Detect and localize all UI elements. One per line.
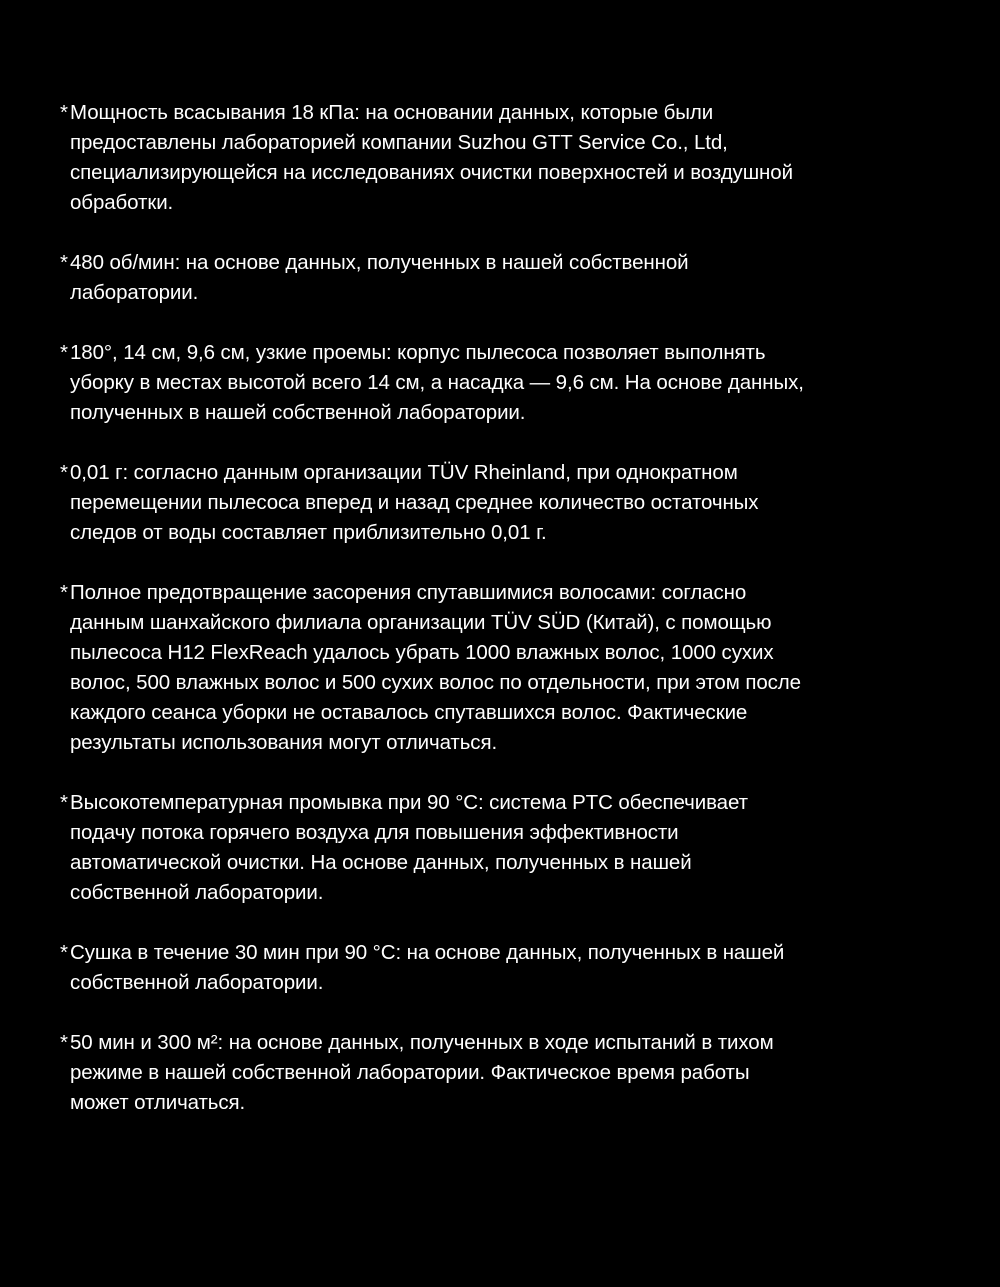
footnote-line: 180°, 14 см, 9,6 см, узкие проемы: корпус пылесоса позволяет выполнять (70, 341, 766, 364)
footnote-marker: * (60, 251, 68, 274)
footnote-line: 50 мин и 300 м²: на основе данных, полученных в ходе испытаний в тихом (70, 1031, 774, 1054)
footnote-line: специализирующейся на исследованиях очистки поверхностей и воздушной (70, 161, 793, 184)
footnote-line: Высокотемпературная промывка при 90 °C: система PTC обеспечивает (70, 791, 748, 814)
footnote-water-residue (58, 458, 938, 548)
footnotes-list (58, 98, 938, 1148)
footnote-marker: * (60, 461, 68, 484)
footnote-line: предоставлены лабораторией компании Suzhou GTT Service Co., Ltd, (70, 131, 728, 154)
footnote-marker: * (60, 341, 68, 364)
footnote-line: режиме в нашей собственной лаборатории. Фактическое время работы (70, 1061, 750, 1084)
footnote-line: пылесоса H12 FlexReach удалось убрать 1000 влажных волос, 1000 сухих (70, 641, 774, 664)
footnote-marker: * (60, 101, 68, 124)
footnote-line: волос, 500 влажных волос и 500 сухих волос по отдельности, при этом после (70, 671, 801, 694)
footnote-line: Полное предотвращение засорения спутавшимися волосами: согласно (70, 581, 747, 604)
footnote-line: автоматической очистки. На основе данных, полученных в нашей (70, 851, 692, 874)
footnote-runtime (58, 1028, 938, 1118)
footnote-marker: * (60, 941, 68, 964)
footnote-line: собственной лаборатории. (70, 971, 324, 994)
footnote-line: Сушка в течение 30 мин при 90 °C: на основе данных, полученных в нашей (70, 941, 785, 964)
footnote-line: собственной лаборатории. (70, 881, 324, 904)
footnote-suction-power (58, 98, 938, 218)
footnote-hot-wash (58, 788, 938, 908)
footnote-narrow-spaces (58, 338, 938, 428)
footnote-line: перемещении пылесоса вперед и назад среднее количество остаточных (70, 491, 759, 514)
footnote-line: полученных в нашей собственной лаборатории. (70, 401, 526, 424)
footnote-line: каждого сеанса уборки не оставалось спутавшихся волос. Фактические (70, 701, 748, 724)
footnote-marker: * (60, 791, 68, 814)
footnote-drying (58, 938, 938, 998)
footnote-line: данным шанхайского филиала организации TÜV SÜD (Китай), с помощью (70, 611, 772, 634)
footnote-line: 0,01 г: согласно данным организации TÜV Rheinland, при однократном (70, 461, 738, 484)
footnote-marker: * (60, 581, 68, 604)
footnote-marker: * (60, 1031, 68, 1054)
footnote-line: лаборатории. (70, 281, 199, 304)
footnote-line: результаты использования могут отличаться. (70, 731, 498, 754)
footnote-line: 480 об/мин: на основе данных, полученных в нашей собственной (70, 251, 689, 274)
footnote-rpm (58, 248, 938, 308)
footnote-line: Мощность всасывания 18 кПа: на основании данных, которые были (70, 101, 714, 124)
footnote-line: уборку в местах высотой всего 14 см, а насадка — 9,6 см. На основе данных, (70, 371, 804, 394)
footnote-line: следов от воды составляет приблизительно 0,01 г. (70, 521, 547, 544)
footnote-line: обработки. (70, 191, 174, 214)
footnote-line: может отличаться. (70, 1091, 246, 1114)
footnote-line: подачу потока горячего воздуха для повышения эффективности (70, 821, 679, 844)
footnote-hair-tangle (58, 578, 938, 758)
